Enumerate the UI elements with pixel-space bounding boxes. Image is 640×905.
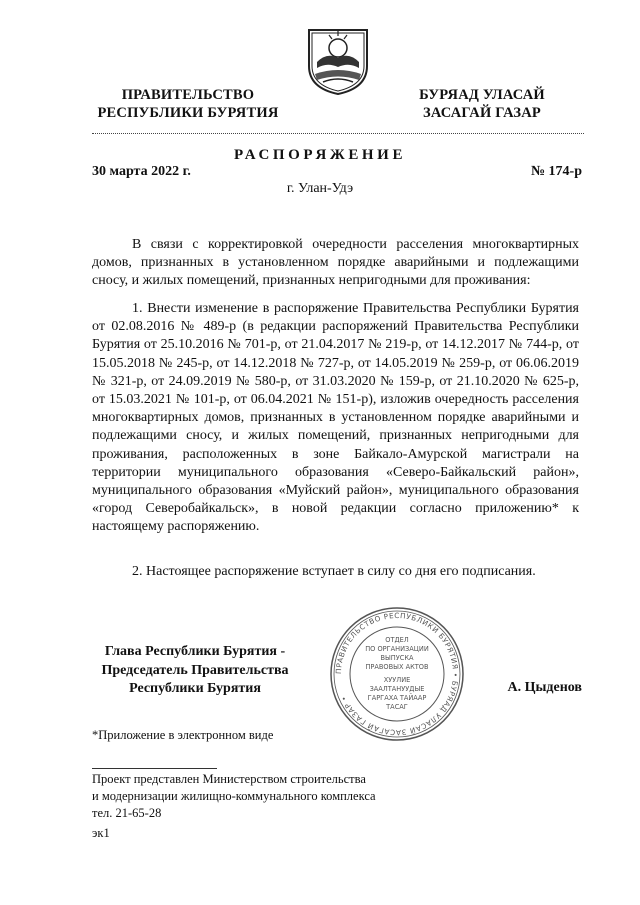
seal-center-line-8: ТАСАГ (386, 703, 408, 711)
prepared-phone: тел. 21-65-28 (92, 806, 162, 820)
government-header-bua (382, 86, 582, 122)
seal-center-line-3: ВЫПУСКА (380, 654, 414, 662)
seal-center-line-6: ЗААЛТАНУУДЫЕ (369, 685, 425, 693)
seal-center-line-1: ОТДЕЛ (385, 636, 409, 644)
government-header-ru (78, 86, 298, 122)
header-right-line-1: БУРЯАД УЛАСАЙ (419, 87, 545, 103)
seal-center-line-2: ПО ОРГАНИЗАЦИИ (365, 645, 429, 653)
prepared-line-2: и модернизации жилищно-коммунального комплекса (92, 789, 376, 803)
seal-center-line-5: ХУУЛИЕ (383, 676, 411, 684)
official-seal-stamp (328, 605, 466, 743)
body-paragraph-2: 1. Внести изменение в распоряжение Правительства Республики Бурятия от 02.08.2016 № 489-р (в редакции распоряжений Правительства Республики Бурятия от 25.10.2016 № 701-р, от 21.04.2017 № 219-р, от 14.12.2017 № 744-р, от 15.05.2018 № 245-р, от 14.12.2018 № 727-р, от 14.05.2019 № 259-р, от 06.06.2019 № 321-р, от 24.09.2019 № 580-р, от 31.03.2020 № 159-р, от 21.10.2020 № 625-р, от 15.03.2021 № 101-р, от 06.04.2021 № 151-р), изложив очередность расселения многоквартирных домов, признанных в установленном порядке аварийными и подлежащими сносу, и жилых помещений, признанных непригодными для проживания, расположенных в зоне Байкало-Амурской магистрали на территории муниципального образования «Северо-Байкальский район», муниципального образования «Муйский район», муниципального образования «город Северобайкальск», в новой редакции согласно приложению* к настоящему распоряжению. (92, 301, 579, 535)
coat-of-arms-emblem (303, 22, 373, 96)
signatory-name: А. Цыденов (507, 680, 582, 695)
header-left-line-1: ПРАВИТЕЛЬСТВО (121, 87, 255, 103)
body-paragraph-1: В связи с корректировкой очередности расселения многоквартирных домов, признанных в установленном порядке аварийными и подлежащими сносу, и жилых помещений, признанных непригодными для проживания: (92, 237, 579, 289)
signatory-title-line-1: Глава Республики Бурятия - (104, 644, 286, 659)
prepared-line-1: Проект представлен Министерством строительства (92, 772, 366, 786)
svg-text:ПРАВИТЕЛЬСТВО РЕСПУБЛИКИ БУРЯТ (334, 611, 460, 737)
document-title: РАСПОРЯЖЕНИЕ (233, 147, 407, 163)
header-right-line-2: ЗАСАГАЙ ГАЗАР (423, 105, 541, 121)
header-left-line-2: РЕСПУБЛИКИ БУРЯТИЯ (97, 105, 279, 121)
document-city: г. Улан-Удэ (286, 181, 354, 196)
signatory-title-line-3: Республики Бурятия (129, 681, 261, 697)
footer-rule (92, 768, 217, 769)
document-number: № 174-р (530, 164, 582, 179)
seal-center-line-7: ГАРГАХА ТАЙААР (367, 694, 427, 702)
prepared-by-note (92, 771, 376, 822)
signatory-title (92, 643, 298, 699)
seal-center-line-4: ПРАВОВЫХ АКТОВ (365, 663, 429, 671)
seal-ring-text: ПРАВИТЕЛЬСТВО РЕСПУБЛИКИ БУРЯТИЯ • БУРЯАД УЛАСАЙ ЗАСАГАЙ ГАЗАР • (333, 610, 461, 738)
signatory-title-line-2: Председатель Правительства (101, 662, 289, 678)
document-code: эк1 (92, 826, 110, 840)
header-divider (92, 133, 584, 134)
appendix-footnote: *Приложение в электронном виде (92, 728, 274, 742)
document-date: 30 марта 2022 г. (92, 164, 191, 179)
body-paragraph-3: 2. Настоящее распоряжение вступает в силу со дня его подписания. (132, 564, 536, 579)
